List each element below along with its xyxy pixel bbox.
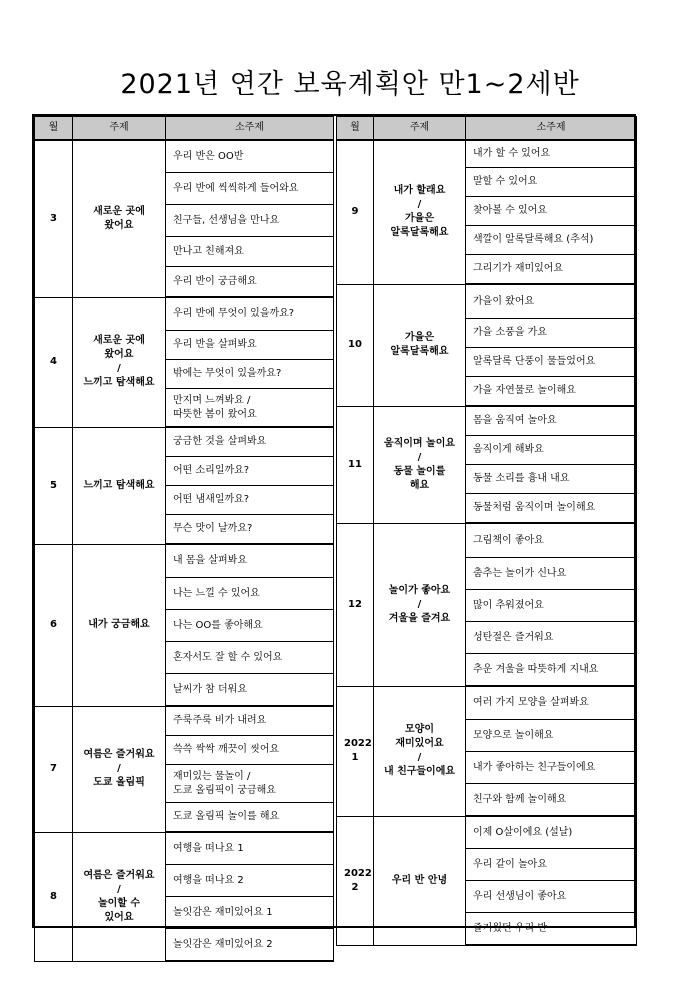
- month-cell: [337, 140, 374, 284]
- subtopic-cell: 움직이게 해봐요: [466, 436, 637, 465]
- table-row: [35, 832, 334, 865]
- header-month: 월: [35, 117, 73, 141]
- theme-line: 내가 할래요: [393, 185, 446, 197]
- table-row: [337, 816, 637, 849]
- subtopic-cell: 동물처럼 움직이며 놀이해요: [466, 494, 637, 524]
- subtopic-cell: 나는 OO를 좋아해요: [166, 610, 334, 642]
- subtopic-cell: 그림책이 좋아요: [466, 523, 637, 558]
- subtopic-cell: 성탄절은 즐거워요: [466, 622, 637, 654]
- theme-cell: [374, 523, 466, 686]
- subtopic-line: 재미있는 물놀이 /: [173, 770, 251, 782]
- theme-cell: [73, 706, 166, 832]
- theme-line: 도쿄 올림픽: [93, 777, 145, 788]
- theme-line: 있어요: [104, 911, 134, 923]
- month-line: 11: [348, 458, 362, 470]
- theme-cell: [374, 406, 466, 523]
- month-cell: [337, 686, 374, 816]
- table-row: [337, 284, 637, 319]
- theme-line: 모양이: [405, 724, 434, 735]
- subtopic-cell: 말할 수 있어요: [466, 168, 637, 197]
- month-cell: [337, 406, 374, 523]
- theme-cell: [374, 816, 466, 945]
- theme-line: /: [417, 598, 422, 610]
- theme-line: 내가 궁금해요: [88, 619, 150, 630]
- theme-line: 왔어요: [104, 349, 134, 360]
- subtopic-cell: 궁금한 것을 살펴봐요: [166, 427, 334, 457]
- month-cell: [337, 284, 374, 406]
- theme-line: /: [417, 199, 422, 211]
- theme-line: 여름은 즐거워요: [83, 749, 155, 760]
- month-cell: [337, 816, 374, 945]
- header-subtopic: 소주제: [166, 117, 334, 141]
- theme-line: 새로운 곳에: [93, 335, 145, 346]
- theme-line: 내 친구들이에요: [383, 766, 456, 777]
- theme-cell: [374, 284, 466, 406]
- month-line: 10: [348, 339, 362, 350]
- table-row: [337, 140, 637, 168]
- theme-cell: [374, 140, 466, 284]
- theme-line: 우리 반 안녕: [391, 874, 448, 886]
- theme-line: /: [117, 883, 121, 895]
- subtopic-cell: 우리 같이 놀아요: [466, 849, 637, 881]
- header-theme: 주제: [374, 117, 466, 141]
- table-row: [35, 544, 334, 578]
- month-line: 1: [351, 752, 359, 763]
- subtopic-cell: 모양으로 놀이해요: [466, 720, 637, 752]
- theme-line: 알록달록해요: [390, 227, 449, 239]
- subtopic-cell: 친구들, 선생님을 만나요: [166, 205, 334, 237]
- subtopic-cell: 가을이 왔어요: [466, 284, 637, 319]
- subtopic-cell: 놀잇감은 재미있어요 2: [166, 929, 334, 962]
- subtopic-cell: 여러 가지 모양을 살펴봐요: [466, 686, 637, 720]
- subtopic-cell: 친구와 함께 놀이해요: [466, 784, 637, 817]
- subtopic-cell: 우리 선생님이 좋아요: [466, 881, 637, 913]
- subtopic-cell: 놀잇감은 재미있어요 1: [166, 897, 334, 929]
- subtopic-cell: 가을 자연물로 놀이해요: [466, 377, 637, 407]
- subtopic-cell: 추운 겨울을 따뜻하게 지내요: [466, 654, 637, 687]
- month-cell: [337, 523, 374, 686]
- subtopic-cell: 우리 반에 무엇이 있을까요?: [166, 297, 334, 331]
- plan-table-right: [336, 116, 637, 946]
- header-theme: 주제: [73, 117, 166, 141]
- plan-table-left: [34, 116, 334, 962]
- theme-line: 알록달록해요: [390, 346, 449, 357]
- theme-line: 해요: [409, 479, 430, 491]
- subtopic-cell: 쓱쓱 싹싹 깨끗이 씻어요: [166, 736, 334, 765]
- subtopic-line: 도쿄 올림픽이 궁금해요: [173, 784, 276, 796]
- month-line: 2022: [344, 738, 372, 749]
- subtopic-cell: 많이 추워졌어요: [466, 590, 637, 622]
- subtopic-cell: 몸을 움직여 놀아요: [466, 406, 637, 436]
- table-row: [35, 297, 334, 331]
- subtopic-cell: 동물 소리를 흉내 내요: [466, 465, 637, 494]
- theme-cell: [73, 140, 166, 297]
- table-row: [35, 427, 334, 457]
- month-cell: 7: [35, 706, 73, 832]
- theme-line: 재미있어요: [395, 738, 444, 749]
- subtopic-cell: 즐거웠던 우리 반: [466, 913, 637, 946]
- month-line: 2022: [344, 867, 372, 879]
- subtopic-cell: 춤추는 놀이가 신나요: [466, 558, 637, 590]
- header-row: [35, 117, 334, 141]
- subtopic-cell: 내가 좋아하는 친구들이에요: [466, 752, 637, 784]
- theme-cell: [73, 832, 166, 961]
- theme-line: /: [117, 763, 121, 774]
- theme-line: 동물 놀이를: [393, 465, 446, 477]
- theme-line: 느끼고 탐색해요: [83, 377, 155, 388]
- theme-line: 여름은 즐거워요: [83, 869, 155, 881]
- table-row: [35, 140, 334, 173]
- subtopic-cell: 여행을 떠나요 1: [166, 832, 334, 865]
- subtopic-cell: 우리 반이 궁금해요: [166, 267, 334, 298]
- theme-cell: [73, 297, 166, 427]
- month-cell: 4: [35, 297, 73, 427]
- theme-line: 가을은: [405, 213, 434, 225]
- month-cell: 3: [35, 140, 73, 297]
- theme-cell: [73, 427, 166, 544]
- subtopic-cell: 어떤 냄새일까요?: [166, 486, 334, 515]
- subtopic-cell: 이제 O살이에요 (설날): [466, 816, 637, 849]
- subtopic-cell: 밖에는 무엇이 있을까요?: [166, 360, 334, 389]
- month-line: 9: [351, 206, 359, 218]
- theme-line: 가을은: [405, 332, 434, 343]
- month-line: 12: [348, 598, 362, 610]
- month-line: 2: [351, 881, 359, 893]
- subtopic-cell: 주룩주룩 비가 내려요: [166, 706, 334, 736]
- table-row: [337, 686, 637, 720]
- subtopic-line: 만지며 느껴봐요 /: [173, 394, 251, 406]
- theme-line: /: [117, 363, 121, 374]
- table-row: [337, 523, 637, 558]
- subtopic-cell: 날씨가 참 더워요: [166, 674, 334, 707]
- theme-line: 놀이할 수: [97, 897, 141, 909]
- theme-line: 겨울을 즐겨요: [388, 612, 451, 624]
- theme-line: /: [417, 451, 422, 463]
- subtopic-cell: 도쿄 올림픽 놀이를 해요: [166, 803, 334, 833]
- month-cell: 6: [35, 544, 73, 706]
- subtopic-cell: [166, 765, 334, 803]
- header-row: [337, 117, 637, 141]
- theme-line: 놀이가 좋아요: [388, 584, 451, 596]
- month-cell: 5: [35, 427, 73, 544]
- subtopic-cell: 우리 반은 OO반: [166, 140, 334, 173]
- month-cell: 8: [35, 832, 73, 961]
- subtopic-cell: 알록달록 단풍이 물들었어요: [466, 348, 637, 377]
- theme-line: 느끼고 탐색해요: [83, 479, 155, 491]
- table-row: [337, 406, 637, 436]
- subtopic-cell: 나는 느낄 수 있어요: [166, 578, 334, 610]
- subtopic-cell: 무슨 맛이 날까요?: [166, 515, 334, 545]
- subtopic-cell: 여행을 떠나요 2: [166, 865, 334, 897]
- subtopic-cell: 내가 할 수 있어요: [466, 140, 637, 168]
- header-subtopic: 소주제: [466, 117, 637, 141]
- subtopic-cell: 그리기가 재미있어요: [466, 255, 637, 285]
- subtopic-cell: 우리 반을 살펴봐요: [166, 331, 334, 360]
- theme-cell: [73, 544, 166, 706]
- subtopic-cell: 색깔이 알록달록해요 (추석): [466, 226, 637, 255]
- subtopic-cell: 혼자서도 잘 할 수 있어요: [166, 642, 334, 674]
- theme-cell: [374, 686, 466, 816]
- theme-line: 왔어요: [104, 219, 134, 231]
- table-row: [35, 706, 334, 736]
- theme-line: 움직이며 놀이요: [383, 437, 456, 449]
- subtopic-cell: 우리 반에 씩씩하게 들어와요: [166, 173, 334, 205]
- subtopic-cell: 내 몸을 살펴봐요: [166, 544, 334, 578]
- theme-line: 새로운 곳에: [93, 205, 145, 217]
- subtopic-cell: 찾아볼 수 있어요: [466, 197, 637, 226]
- subtopic-line: 따뜻한 봄이 왔어요: [173, 408, 257, 420]
- subtopic-cell: 어떤 소리일까요?: [166, 457, 334, 486]
- subtopic-cell: 만나고 친해져요: [166, 237, 334, 267]
- page-title: 2021년 연간 보육계획안 만1~2세반: [120, 69, 580, 100]
- subtopic-cell: 가을 소풍을 가요: [466, 319, 637, 348]
- subtopic-cell: [166, 389, 334, 428]
- theme-line: /: [417, 752, 422, 763]
- header-month: 월: [337, 117, 374, 141]
